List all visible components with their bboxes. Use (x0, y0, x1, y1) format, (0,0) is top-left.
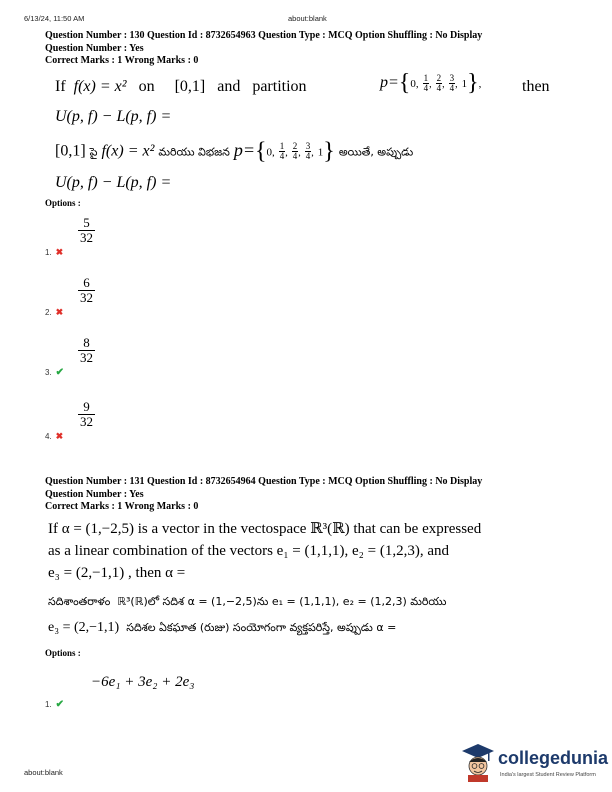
header-title: about:blank (288, 14, 327, 23)
q131-meta-line2: Question Number : Yes (45, 488, 144, 500)
q130-option-3-number: 3. (45, 368, 52, 377)
q130-partition-p: p= (380, 74, 399, 92)
q131-tel2a: e₃ = (2,−1,1) (48, 620, 120, 635)
brand-name: collegedunia (498, 748, 609, 768)
q130-line2-expr: U(p, f) − L(p, f) = (55, 108, 172, 125)
q130-word-on: on (138, 78, 155, 95)
q130-frac-1-4: $\frac{1}{4}$ (423, 73, 429, 93)
q130-tel-pai: పై (89, 145, 98, 159)
q130-option-3-frac: $\frac{8}{32}$ (80, 335, 93, 365)
q130-word-partition: partition (252, 78, 307, 95)
brand-logo[interactable] (460, 742, 608, 786)
wrong-icon: ✖ (55, 431, 64, 441)
q131-option-1-expr: −6e₁ + 3e₂ + 2e₃ (91, 674, 195, 690)
q130-option-2-frac: $\frac{6}{32}$ (80, 275, 93, 305)
q130-partition-one: 1 (461, 78, 468, 91)
q131-options-label: Options : (45, 648, 81, 658)
q130-option-4-number: 4. (45, 432, 52, 441)
q131-option-1-number: 1. (45, 700, 52, 709)
q131-question-text (48, 518, 481, 584)
q131-tel2b: సదిశల ఏకఘాత (రుజు) సంయోగంగా వ్యక్తపరిస్తే, అప్పుడు α = (126, 621, 397, 634)
q130-tel-function: f(x) = x² (101, 142, 155, 160)
q130-frac-3-4: $\frac{3}{4}$ (449, 73, 455, 93)
wrong-icon: ✖ (55, 247, 64, 257)
q130-option-1-number: 1. (45, 248, 52, 257)
header-datetime: 6/13/24, 11:50 AM (24, 14, 85, 23)
correct-icon: ✔ (55, 367, 65, 378)
correct-icon: ✔ (55, 699, 65, 710)
footer-url: about:blank (24, 768, 63, 777)
q130-word-and: and (217, 78, 241, 95)
q130-line2 (55, 106, 171, 128)
brand-tagline: India's largest Student Review Platform (500, 772, 596, 778)
q131-line3: e₃ = (2,−1,1) , then α = (48, 565, 186, 581)
q130-tel-partition-p: p= (233, 139, 255, 160)
q130-meta-line2: Question Number : Yes (45, 42, 144, 54)
q130-partition: p={0, $\frac{1}{4}$ , $\frac{2}{4}$ , $\frac{3}{4}$ , 1}, (380, 70, 482, 96)
q130-interval: [0,1] (174, 78, 206, 95)
q131-meta-line3: Correct Marks : 1 Wrong Marks : 0 (45, 501, 199, 512)
q130-tel-mariyu: మరియు విభజన (158, 145, 230, 159)
q130-meta-line1: Question Number : 130 Question Id : 8732654963 Question Type : MCQ Option Shuffling : No Display (45, 30, 483, 41)
q130-line4-expr: U(p, f) − L(p, f) = (55, 174, 172, 191)
q130-tel-ayite: అయితే, అప్పుడు (338, 145, 414, 159)
graduate-icon (460, 742, 496, 782)
q130-option-1-frac: $\frac{5}{32}$ (80, 215, 93, 245)
q131-tel1a: సదిశాంతరాళం (48, 595, 111, 608)
q130-telugu-line: [0,1] పై f(x) = x² మరియు విభజన p={0, $\frac{1}{4}$ , $\frac{2}{4}$ , $\frac{3}{4}$ , 1} అయితే, అప్పుడు (55, 138, 414, 165)
q130-meta (45, 30, 482, 68)
q130-option-4-frac: $\frac{9}{32}$ (80, 399, 93, 429)
q130-partition-zero: 0, (410, 78, 419, 91)
q130-word-then: then (522, 78, 550, 95)
q130-frac-2-4: $\frac{2}{4}$ (436, 73, 442, 93)
q130-word-if: If (55, 78, 66, 95)
q130-option-2-number: 2. (45, 308, 52, 317)
q131-meta-line1: Question Number : 131 Question Id : 8732654964 Question Type : MCQ Option Shuffling : No Display (45, 476, 483, 487)
q131-line2: as a linear combination of the vectors e₁ = (1,1,1), e₂ = (1,2,3), and (48, 543, 450, 559)
q131-line1: If α = (1,−2,5) is a vector in the vectospace ℝ³(ℝ) that can be expressed (48, 521, 482, 537)
q130-line4 (55, 172, 171, 194)
q131-telugu-line2 (48, 620, 396, 637)
q131-tel1b: ℝ³(ℝ)లో సదిశ α = (1,−2,5)ను e₁ = (1,1,1), e₂ = (1,2,3) మరియు (117, 595, 447, 608)
q130-tel-interval: [0,1] (55, 142, 86, 160)
q131-telugu-line1 (48, 594, 446, 611)
q130-options-label: Options : (45, 198, 81, 208)
q131-meta (45, 476, 482, 514)
wrong-icon: ✖ (55, 307, 64, 317)
q130-function: f(x) = x² (73, 78, 127, 95)
q130-meta-line3: Correct Marks : 1 Wrong Marks : 0 (45, 55, 199, 66)
